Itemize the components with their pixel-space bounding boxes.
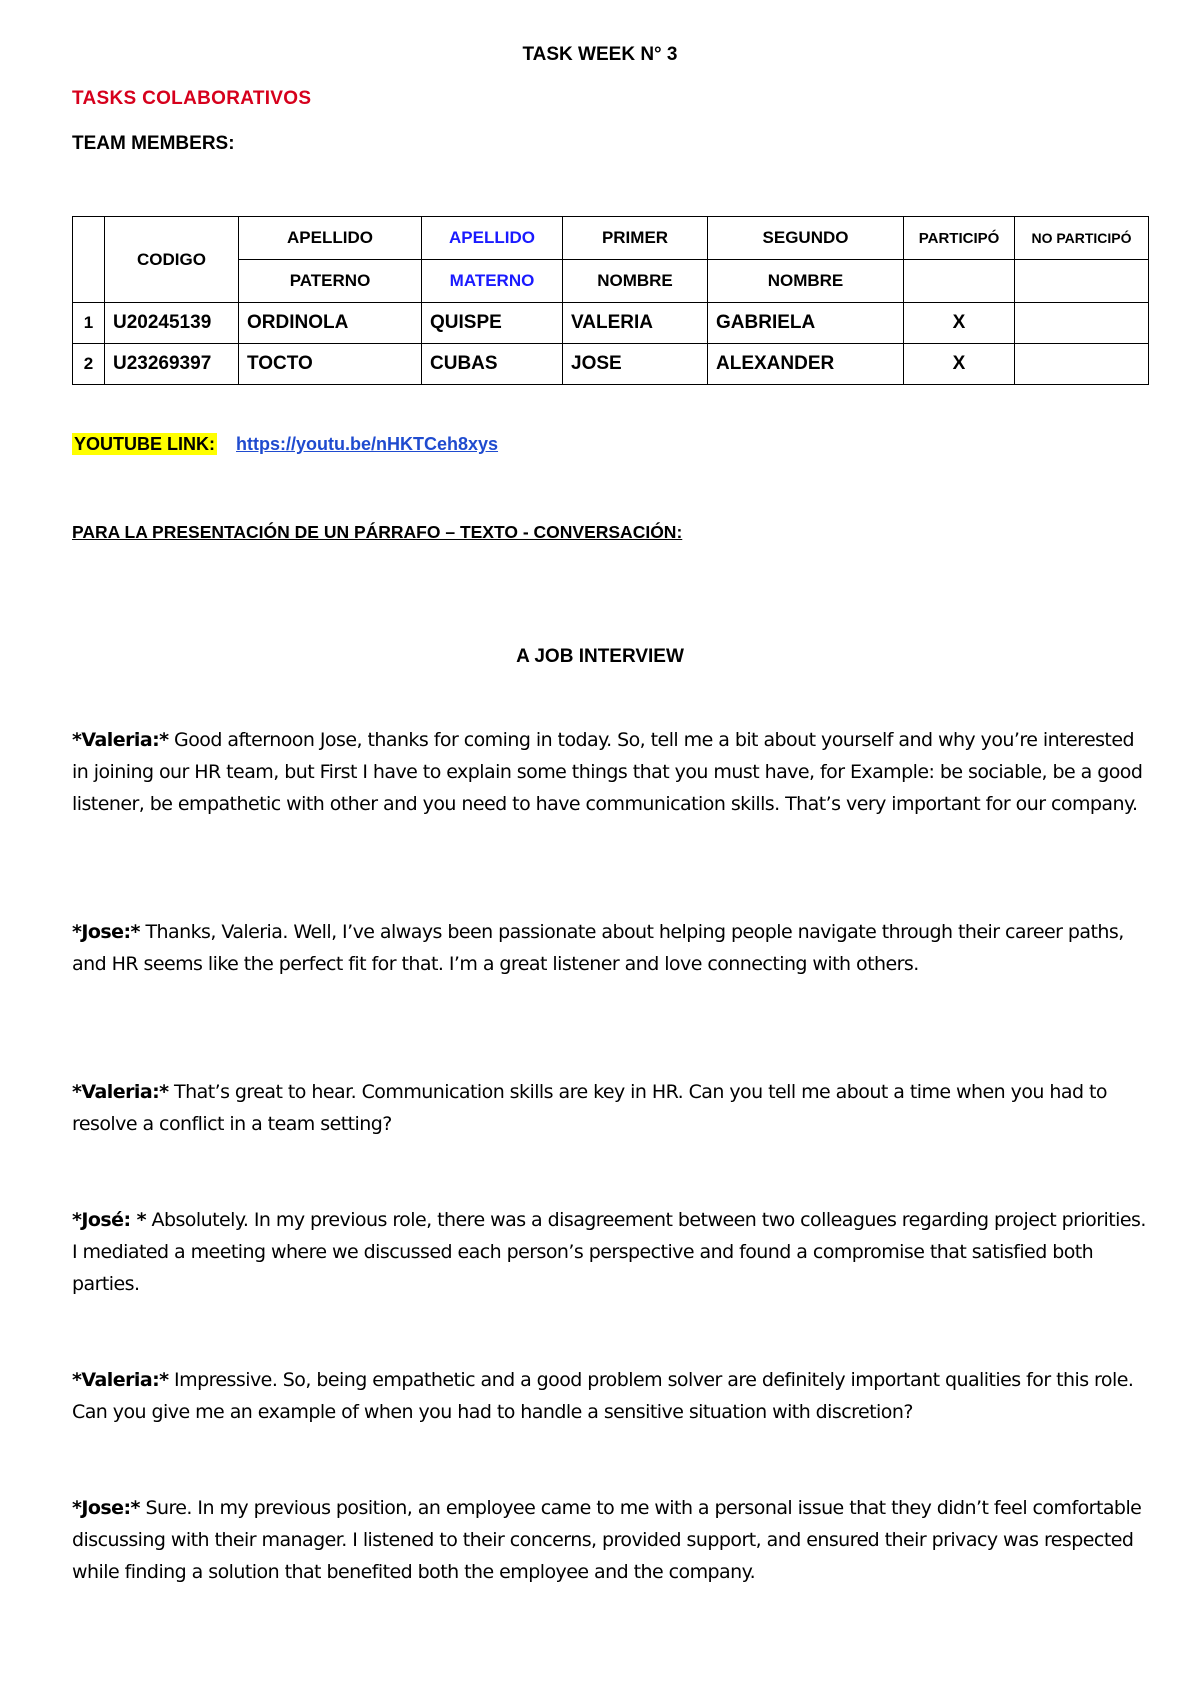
dialogue-text: Sure. In my previous position, an employee came to me with a personal issue that they didn’t feel comfortable discussing with their manager. I listened to their concerns, provided support, and ensured their privacy was respected while finding a solution that benefited both the employee and the company.	[72, 1497, 1142, 1583]
team-members-table	[72, 216, 1149, 385]
document-title: TASK WEEK N° 3	[522, 44, 678, 65]
row-participo-mark: X	[904, 303, 1015, 344]
table-header-row	[73, 217, 1149, 260]
speaker-name: *Valeria:*	[72, 1369, 169, 1391]
dialogue-title: A JOB INTERVIEW	[516, 646, 684, 667]
header-apellido-materno-top: APELLIDO	[422, 217, 563, 260]
row-segundo-nombre: GABRIELA	[708, 303, 904, 344]
row-apellido-paterno: TOCTO	[239, 344, 422, 385]
speaker-name: *Valeria:*	[72, 1081, 169, 1103]
header-apellido-paterno-top: APELLIDO	[239, 217, 422, 260]
header-participo: PARTICIPÓ	[904, 217, 1015, 260]
dialogue-text: Impressive. So, being empathetic and a good problem solver are definitely important qualities for this role. Can you give me an example of when you had to handle a sensitive situation with discretion?	[72, 1369, 1134, 1423]
dialogue-text: Good afternoon Jose, thanks for coming in today. So, tell me a bit about yourself and why you’re interested in joining our HR team, but First I have to explain some things that you must have, for Example: be sociable, be a good listener, be empathetic with other and you need to have communication skills. That’s very important for our company.	[72, 729, 1143, 815]
header-segundo-nombre-bottom: NOMBRE	[708, 260, 904, 303]
row-no-participo-mark	[1015, 303, 1149, 344]
table-row	[73, 344, 1149, 385]
dialogue-paragraph	[72, 1076, 1152, 1140]
dialogue-paragraph	[72, 916, 1152, 980]
header-apellido-paterno-bottom: PATERNO	[239, 260, 422, 303]
row-participo-mark: X	[904, 344, 1015, 385]
row-codigo: U23269397	[105, 344, 239, 385]
dialogue-paragraph	[72, 1204, 1152, 1300]
row-primer-nombre: VALERIA	[563, 303, 708, 344]
header-number-cell	[73, 217, 105, 303]
row-apellido-paterno: ORDINOLA	[239, 303, 422, 344]
header-segundo-nombre-top: SEGUNDO	[708, 217, 904, 260]
speaker-name: *Jose:*	[72, 1497, 140, 1519]
dialogue-paragraph	[72, 724, 1152, 820]
speaker-name: *Jose:*	[72, 921, 140, 943]
dialogue-text: Absolutely. In my previous role, there was a disagreement between two colleagues regarding project priorities. I mediated a meeting where we discussed each person’s perspective and found a compromise that satisfied both parties.	[72, 1209, 1146, 1295]
row-codigo: U20245139	[105, 303, 239, 344]
row-apellido-materno: CUBAS	[422, 344, 563, 385]
header-primer-nombre-bottom: NOMBRE	[563, 260, 708, 303]
youtube-link-label: YOUTUBE LINK:	[74, 434, 215, 454]
row-number: 2	[73, 344, 105, 385]
row-apellido-materno: QUISPE	[422, 303, 563, 344]
header-primer-nombre-top: PRIMER	[563, 217, 708, 260]
header-participo-empty	[904, 260, 1015, 303]
dialogue-paragraph	[72, 1492, 1152, 1588]
table-row	[73, 303, 1149, 344]
speaker-name: *Valeria:*	[72, 729, 169, 751]
header-apellido-materno-bottom: MATERNO	[422, 260, 563, 303]
dialogue-text: Thanks, Valeria. Well, I’ve always been passionate about helping people navigate through their career paths, and HR seems like the perfect fit for that. I’m a great listener and love connecting with others.	[72, 921, 1124, 975]
youtube-link-line	[72, 434, 498, 455]
youtube-link[interactable]: https://youtu.be/nHKTCeh8xys	[236, 434, 499, 454]
row-primer-nombre: JOSE	[563, 344, 708, 385]
row-no-participo-mark	[1015, 344, 1149, 385]
header-codigo: CODIGO	[105, 217, 239, 303]
row-segundo-nombre: ALEXANDER	[708, 344, 904, 385]
speaker-name: *José: *	[72, 1209, 147, 1231]
section-title: PARA LA PRESENTACIÓN DE UN PÁRRAFO – TEXTO - CONVERSACIÓN:	[72, 522, 683, 542]
dialogue-text: That’s great to hear. Communication skills are key in HR. Can you tell me about a time when you had to resolve a conflict in a team setting?	[72, 1081, 1107, 1135]
row-number: 1	[73, 303, 105, 344]
tasks-label: TASKS COLABORATIVOS	[72, 88, 312, 109]
header-no-participo-empty	[1015, 260, 1149, 303]
header-no-participo: NO PARTICIPÓ	[1015, 217, 1149, 260]
team-members-label: TEAM MEMBERS:	[72, 133, 235, 154]
dialogue-paragraph	[72, 1364, 1152, 1428]
